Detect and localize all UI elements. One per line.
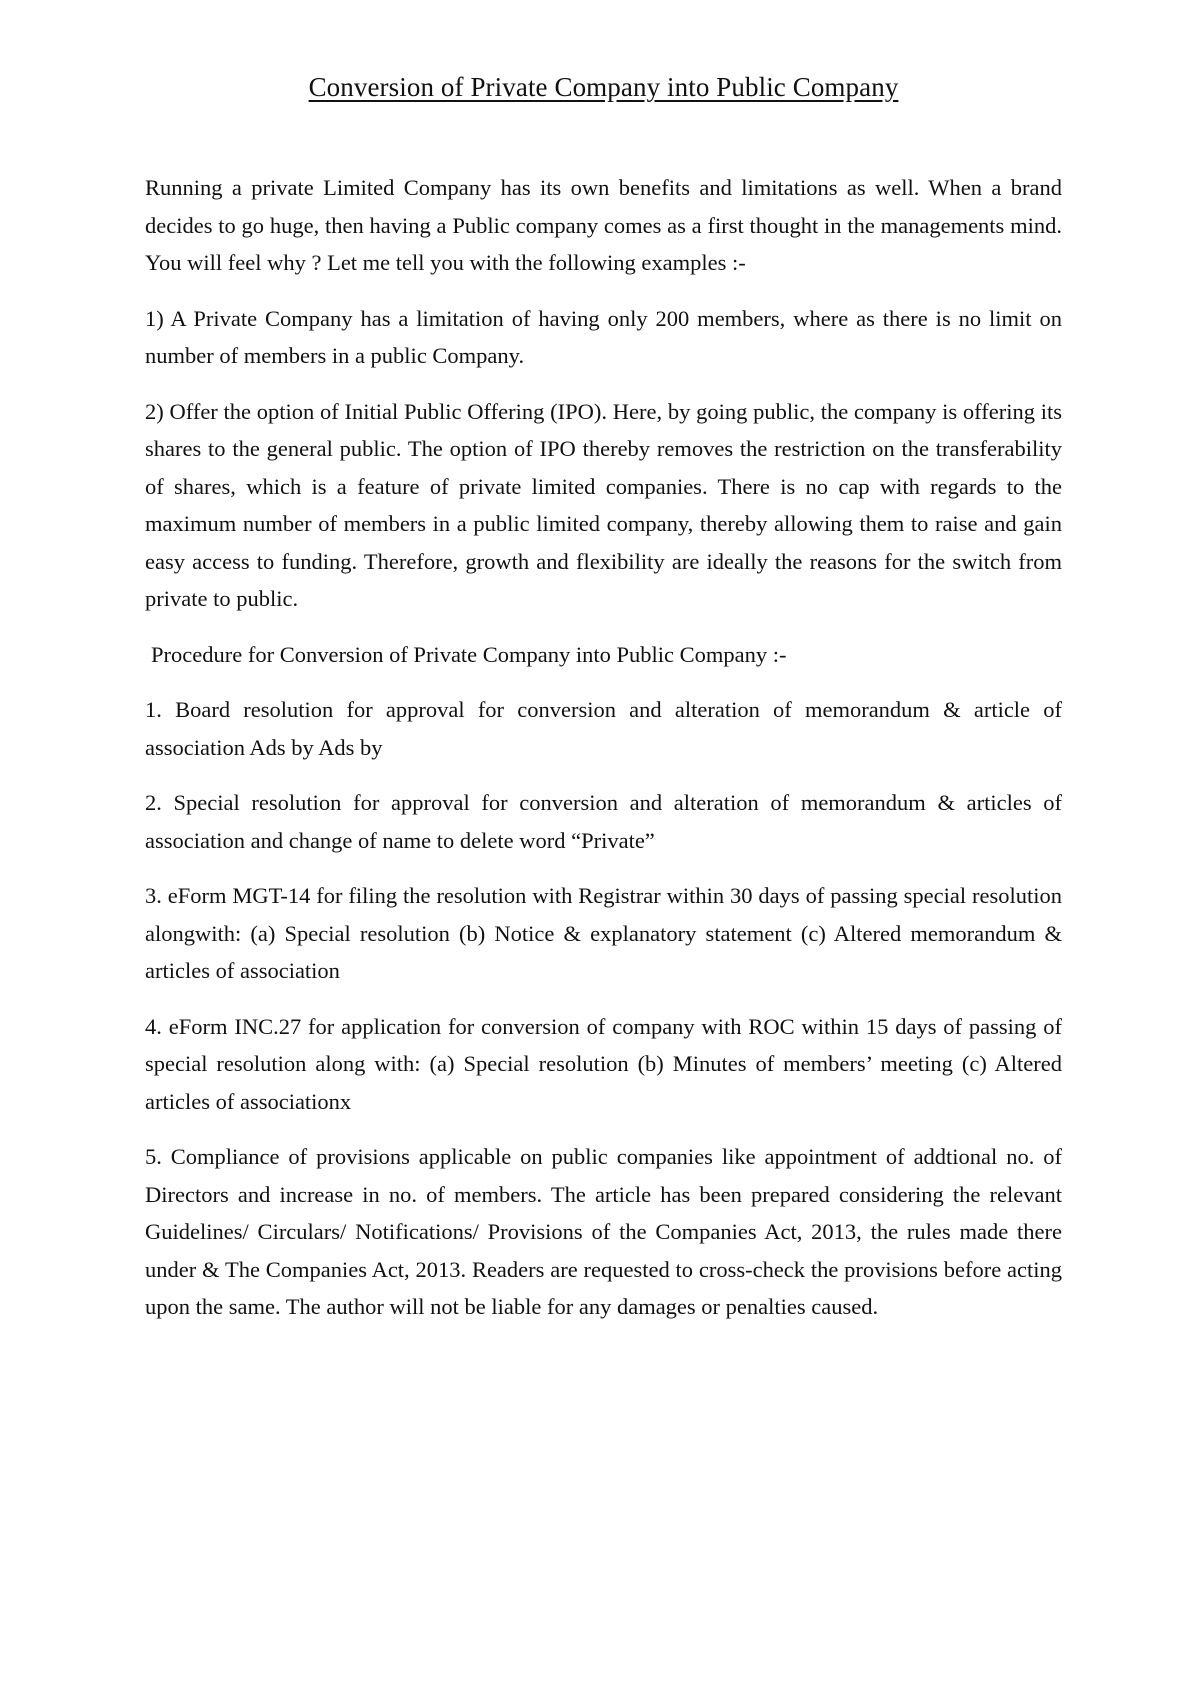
step-5: 5. Compliance of provisions applicable on public companies like appointment of addtional no. of Directors and increase in no. of members. The article has been prepared considering the relevant Guidelines/ Circulars/ Notifications/ Provisions of the Companies Act, 2013, the rules made there under & The Companies Act, 2013. Readers are requested to cross-check the provisions before acting upon the same. The author will not be liable for any damages or penalties caused. bbox=[145, 1144, 1062, 1319]
example-1: 1) A Private Company has a limitation of having only 200 members, where as there is no limit on number of members in a public Company. bbox=[145, 305, 1062, 368]
step-3: 3. eForm MGT-14 for filing the resolution with Registrar within 30 days of passing special resolution alongwith: (a) Special resolution (b) Notice & explanatory statement (c) Altered memorandum & articles of association bbox=[145, 883, 1062, 983]
procedure-heading: Procedure for Conversion of Private Company into Public Company :- bbox=[151, 641, 787, 667]
intro-paragraph: Running a private Limited Company has its own benefits and limitations as well. When a brand decides to go huge, then having a Public company comes as a first thought in the managements mind. You will feel why ? Let me tell you with the following examples :- bbox=[145, 175, 1062, 275]
step-4: 4. eForm INC.27 for application for conversion of company with ROC within 15 days of passing of special resolution along with: (a) Special resolution (b) Minutes of members’ meeting (c) Altered articles of associationx bbox=[145, 1013, 1062, 1114]
step-2: 2. Special resolution for approval for conversion and alteration of memorandum & articles of association and change of name to delete word “Private” bbox=[145, 790, 1062, 853]
example-2: 2) Offer the option of Initial Public Offering (IPO). Here, by going public, the company is offering its shares to the general public. The option of IPO thereby removes the restriction on the transferability of shares, which is a feature of private limited companies. There is no cap with regards to the maximum number of members in a public limited company, thereby allowing them to raise and gain easy access to funding. Therefore, growth and flexibility are ideally the reasons for the switch from private to public. bbox=[145, 398, 1062, 611]
page-title: Conversion of Private Company into Public Company bbox=[308, 72, 899, 102]
step-1: 1. Board resolution for approval for conversion and alteration of memorandum & article of association Ads by Ads by bbox=[145, 697, 1062, 760]
